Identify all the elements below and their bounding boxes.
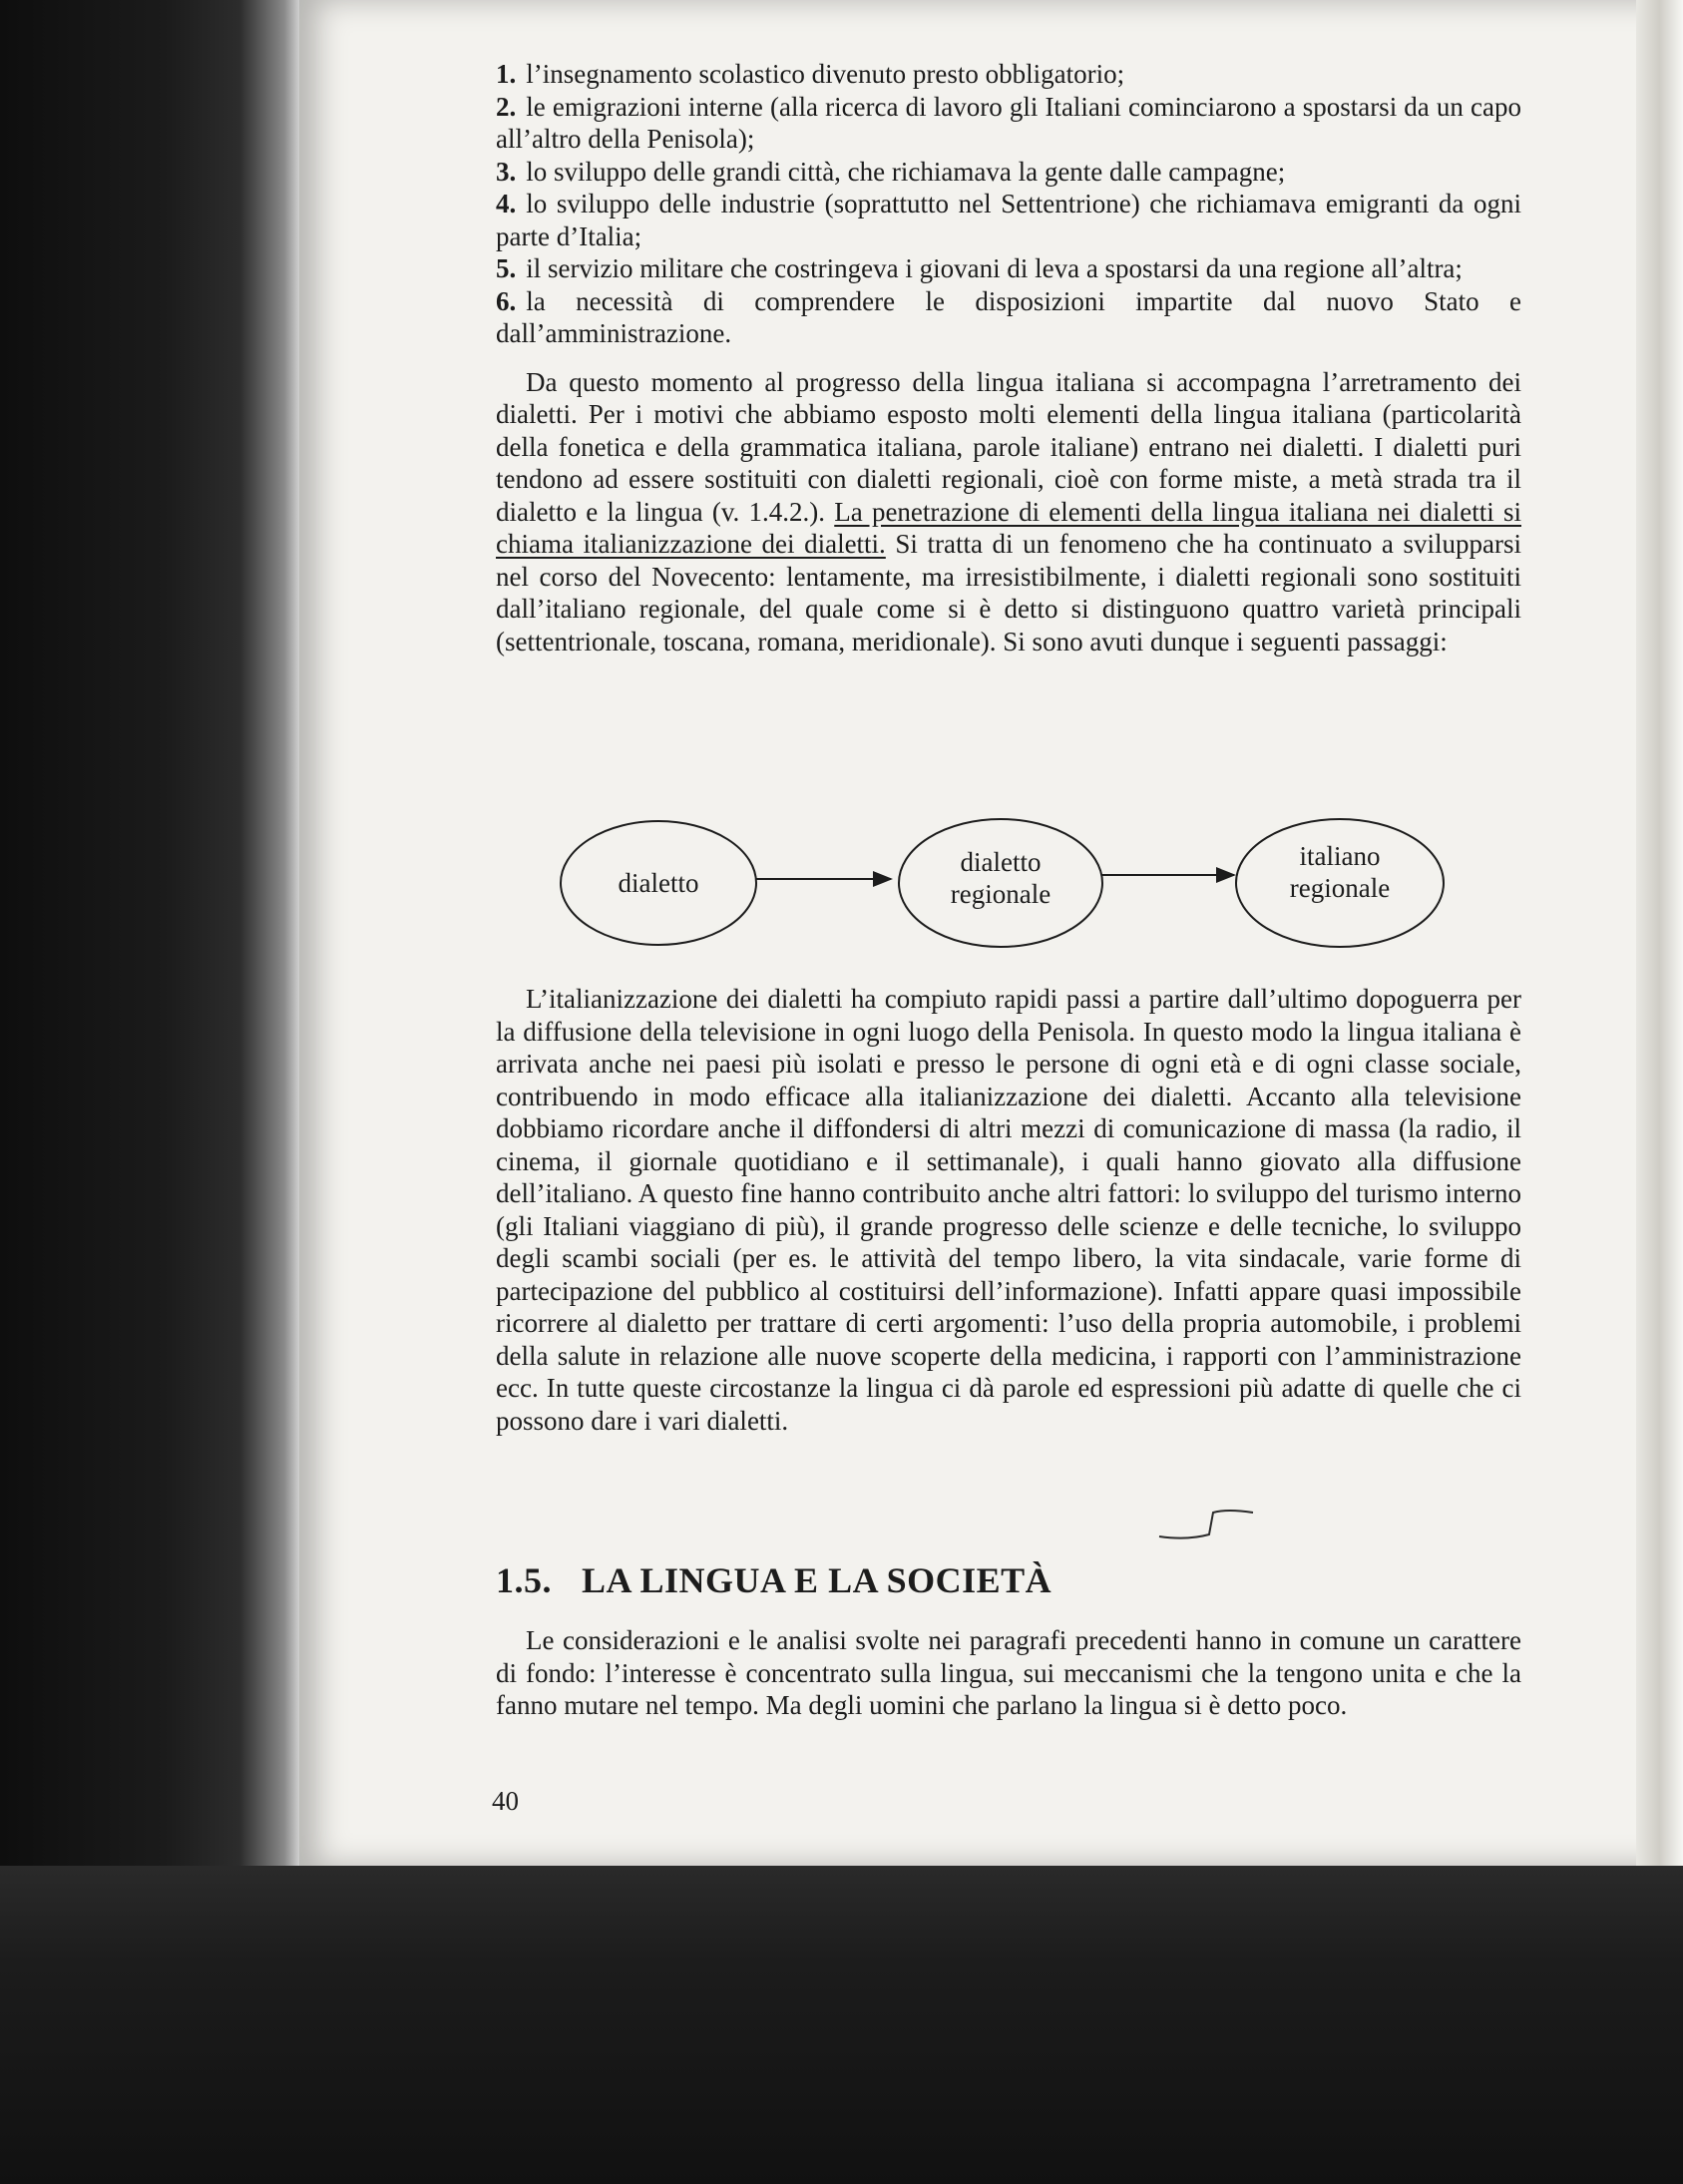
list-text: le emigrazioni interne (alla ricerca di lavoro gli Italiani cominciarono a spostarsi da un capo all’altro della Penisola); [496,91,1521,154]
list-item [496,91,1521,156]
node-italiano-regionale-line1: italiano [1299,841,1381,871]
page-top-content [496,58,1521,657]
paragraph-television: L’italianizzazione dei dialetti ha compiuto rapidi passi a partire dall’ultimo dopoguerra per la diffusione della televisione in ogni luogo della Penisola. In questo modo la lingua italiana è arrivata anche nei paesi più isolati e presso le persone di ogni età e di ogni classe sociale, contribuendo in modo efficace alla italianizzazione dei dialetti. Accanto alla televisione dobbiamo ricordare anche il diffondersi di altri mezzi di comunicazione di massa (la radio, il cinema, il giornale quotidiano e il settimanale), i quali hanno giovato alla diffusione dell’italiano. A questo fine hanno contribuito anche altri fattori: lo sviluppo del turismo interno (gli Italiani viaggiano di più), il grande progresso delle scienze e delle tecniche, lo sviluppo degli scambi sociali (per es. le attività del tempo libero, la vita sindacale, varie forme di partecipazione del pubblico al costituirsi dell’informazione). Infatti appare quasi impossibile ricorrere al dialetto per trattare di certi argomenti: l’uso della propria automobile, i problemi della salute in relazione alle nuove scoperte della medicina, i rapporti con l’amministrazione ecc. In tutte queste circostanze la lingua ci dà parole ed espressioni più adatte di quelle che ci possono dare i vari dialetti. [496,984,1521,1436]
list-text: la necessità di comprendere le disposizioni impartite dal nuovo Stato e dall’amministrazione. [496,285,1521,348]
list-number: 3. [496,156,517,187]
dialect-transition-diagram [559,803,1457,963]
paragraph-text: Si tratta di un fenomeno che ha continuato a svilupparsi nel corso del Novecento: lentamente, ma irresistibilmente, i dialetti regionali sono sostituiti dall’italiano regionale, del quale come si è detto si distinguono quattro varietà principali (settentrionale, toscana, romana, meridionale). Si sono avuti dunque i seguenti passaggi: [496,529,1521,656]
section-number: 1.5. [496,1560,552,1600]
list-number: 2. [496,91,517,122]
list-number: 6. [496,285,517,316]
node-italiano-regionale-line2: regionale [1289,873,1391,903]
list-item [496,252,1521,285]
page-edge [1636,0,1683,1866]
list-item [496,58,1521,91]
list-text: l’insegnamento scolastico divenuto presto obbligatorio; [526,59,1125,89]
list-number: 5. [496,253,517,283]
list-item [496,285,1521,350]
list-text: il servizio militare che costringeva i giovani di leva a spostarsi da una regione all’altra; [526,253,1463,283]
paragraph-section-intro: Le considerazioni e le analisi svolte nei paragrafi precedenti hanno in comune un carattere di fondo: l’interesse è concentrato sulla lingua, sui meccanismi che la tengono unita e che la fanno mutare nel tempo. Ma degli uomini che parlano la lingua si è detto poco. [496,1625,1521,1720]
scanner-left-shadow [0,0,299,2184]
page-number: 40 [492,1786,519,1816]
underlined-definition: La penetrazione di elementi della lingua italiana nei dialetti si chiama italianizzazione dei dialetti. [496,496,1521,559]
node-dialetto-regionale-line2: regionale [950,879,1052,909]
paragraph-text: Da questo momento al progresso della lingua italiana si accompagna l’arretramento dei dialetti. Per i motivi che abbiamo esposto molti elementi della lingua italiana (particolarità della fonetica e della grammatica italiana, parole italiane) entrano nei dialetti. I dialetti puri tendono ad essere sostituiti con dialetti regionali, cioè con forme miste, a metà strada tra il dialetto e la lingua (v. 1.4.2.). [496,366,1521,527]
section-heading [496,1559,1521,1601]
list-number: 1. [496,59,517,89]
page-middle-content [496,983,1521,1437]
list-item [496,188,1521,252]
diagram-svg [559,803,1457,963]
node-dialetto-label: dialetto [618,868,699,898]
node-dialetto-regionale-line1: dialetto [960,847,1042,877]
scanner-bottom-shadow [0,1866,1683,2184]
list-item [496,156,1521,189]
list-number: 4. [496,189,517,218]
paragraph-dialect-retreat [496,366,1521,658]
list-text: lo sviluppo delle industrie (soprattutto nel Settentrione) che richiamava emigranti da ogni parte d’Italia; [496,189,1521,251]
list-text: lo sviluppo delle grandi città, che richiamava la gente dalle campagne; [526,156,1286,187]
pen-mark [1157,1507,1267,1546]
page-bottom-content [496,1624,1521,1722]
factors-list [496,58,1521,350]
section-title-text: LA LINGUA E LA SOCIETÀ [582,1560,1052,1600]
